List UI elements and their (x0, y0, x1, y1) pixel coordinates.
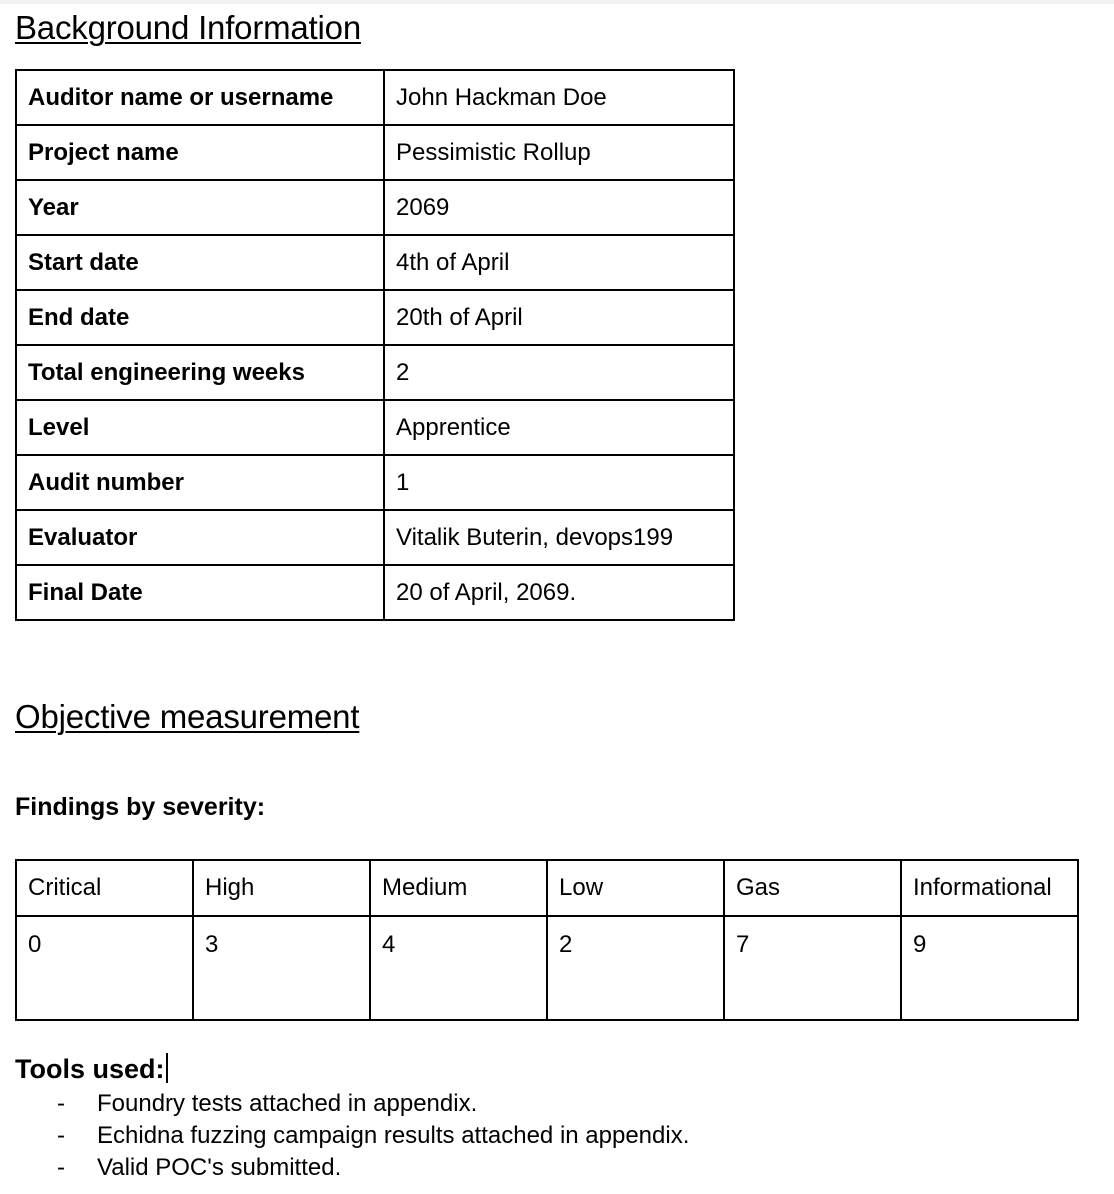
row-value[interactable]: Pessimistic Rollup (384, 125, 734, 180)
list-item-text: Valid POC's submitted. (97, 1154, 342, 1181)
severity-value-critical[interactable]: 0 (16, 916, 193, 1020)
row-label[interactable]: Level (16, 400, 384, 455)
objective-measurement-heading: Objective measurement (15, 698, 360, 735)
dash-bullet-icon: - (57, 1154, 65, 1181)
table-row (16, 125, 734, 180)
table-row (16, 565, 734, 620)
table-row (16, 70, 734, 125)
row-value[interactable]: Apprentice (384, 400, 734, 455)
table-row (16, 235, 734, 290)
row-label[interactable]: Total engineering weeks (16, 345, 384, 400)
row-value[interactable]: 4th of April (384, 235, 734, 290)
row-label[interactable]: Year (16, 180, 384, 235)
list-item-text: Echidna fuzzing campaign results attached in appendix. (97, 1122, 690, 1149)
dash-bullet-icon: - (57, 1122, 65, 1149)
findings-by-severity-label: Findings by severity: (15, 793, 266, 821)
severity-header-gas[interactable]: Gas (724, 860, 901, 916)
dash-bullet-icon: - (57, 1090, 65, 1117)
row-value[interactable]: 20th of April (384, 290, 734, 345)
row-label[interactable]: Project name (16, 125, 384, 180)
severity-header-row (16, 860, 1078, 916)
severity-value-low[interactable]: 2 (547, 916, 724, 1020)
tools-used-text: Tools used: (15, 1054, 165, 1084)
row-label[interactable]: Start date (16, 235, 384, 290)
severity-header-medium[interactable]: Medium (370, 860, 547, 916)
table-row (16, 400, 734, 455)
background-information-heading: Background Information (15, 9, 361, 46)
row-label[interactable]: Audit number (16, 455, 384, 510)
severity-value-medium[interactable]: 4 (370, 916, 547, 1020)
severity-values-row (16, 916, 1078, 1020)
table-row (16, 180, 734, 235)
row-label[interactable]: Evaluator (16, 510, 384, 565)
text-cursor (166, 1053, 168, 1083)
table-row (16, 510, 734, 565)
row-value[interactable]: 1 (384, 455, 734, 510)
row-label[interactable]: Final Date (16, 565, 384, 620)
document-top-edge (0, 0, 1114, 4)
severity-header-low[interactable]: Low (547, 860, 724, 916)
row-value[interactable]: John Hackman Doe (384, 70, 734, 125)
severity-value-informational[interactable]: 9 (901, 916, 1078, 1020)
severity-header-critical[interactable]: Critical (16, 860, 193, 916)
severity-value-high[interactable]: 3 (193, 916, 370, 1020)
table-row (16, 455, 734, 510)
severity-header-high[interactable]: High (193, 860, 370, 916)
row-value[interactable]: 20 of April, 2069. (384, 565, 734, 620)
table-row (16, 345, 734, 400)
row-value[interactable]: 2 (384, 345, 734, 400)
row-label[interactable]: End date (16, 290, 384, 345)
severity-table (15, 859, 1079, 1021)
table-row (16, 290, 734, 345)
row-value[interactable]: Vitalik Buterin, devops199 (384, 510, 734, 565)
row-label[interactable]: Auditor name or username (16, 70, 384, 125)
list-item-text: Foundry tests attached in appendix. (97, 1090, 478, 1117)
severity-header-informational[interactable]: Informational (901, 860, 1078, 916)
row-value[interactable]: 2069 (384, 180, 734, 235)
tools-used-label[interactable] (15, 1053, 168, 1085)
background-info-table (15, 69, 735, 621)
severity-value-gas[interactable]: 7 (724, 916, 901, 1020)
